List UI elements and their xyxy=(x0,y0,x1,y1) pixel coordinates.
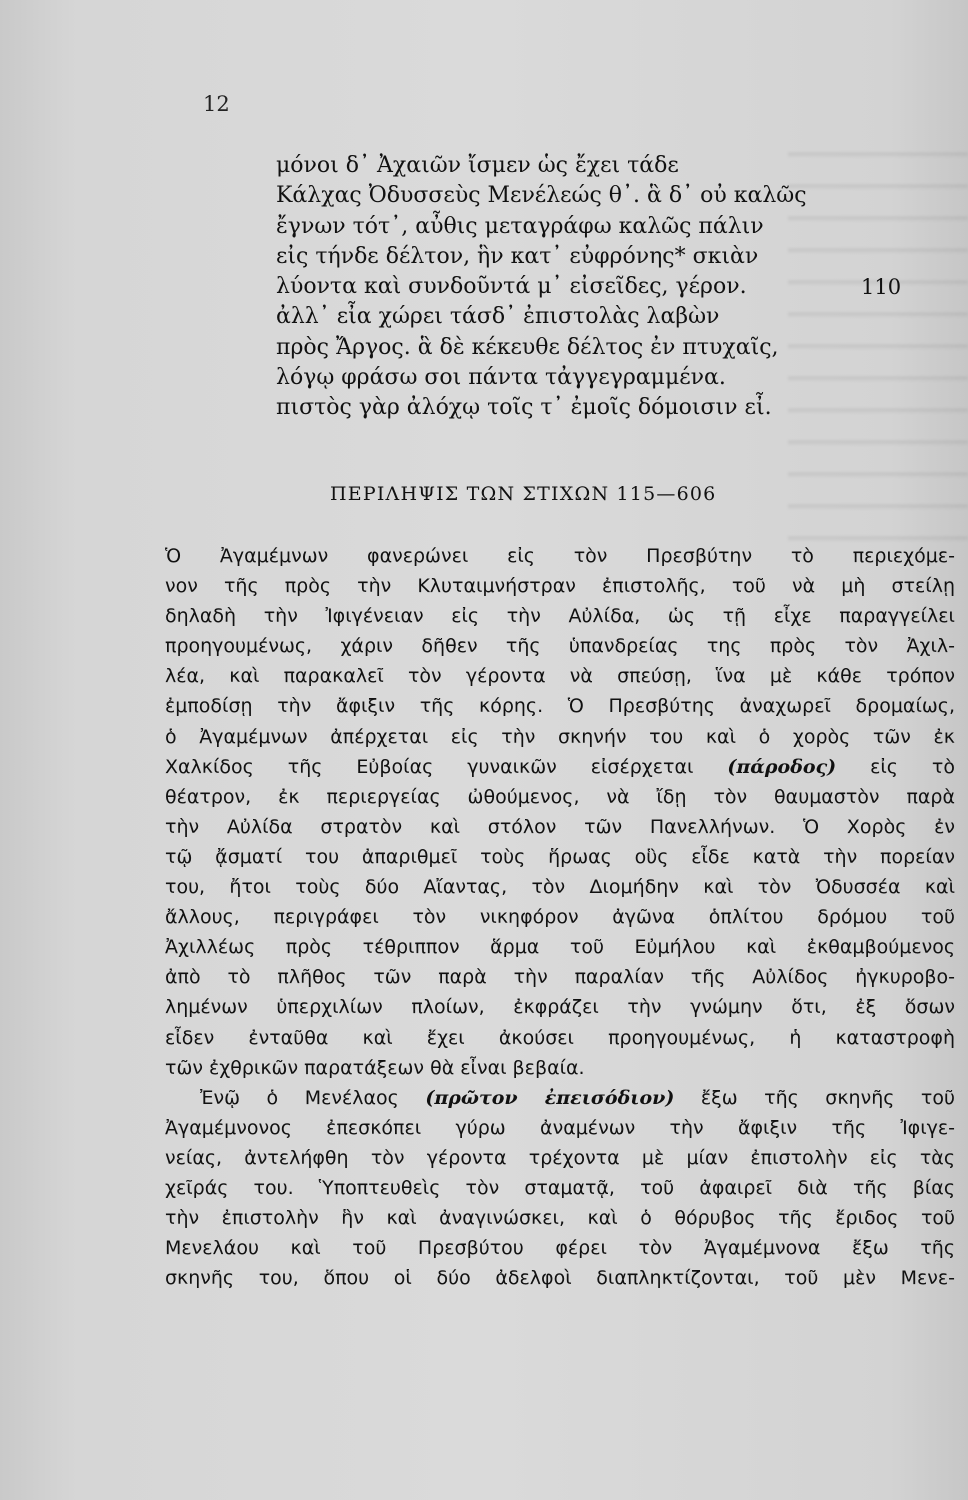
prose-text: χεῖράς του. Ὑποπτευθεὶς τὸν σταματᾷ, τοῦ ἀφαιρεῖ διὰ τῆς βίας xyxy=(165,1176,955,1199)
prose-text: τῶν ἐχθρικῶν παρατάξεων θὰ εἶναι βεβαία. xyxy=(165,1056,585,1079)
prose-line xyxy=(165,1083,955,1113)
prose-line xyxy=(165,992,955,1022)
prose-text: προηγουμένως, χάριν δῆθεν τῆς ὑπανδρείας της πρὸς τὸν Ἀχιλ- xyxy=(165,635,955,658)
prose-text: τὴν ἐπιστολὴν ἣν καὶ ἀναγινώσκει, καὶ ὁ θόρυβος τῆς ἔριδος τοῦ xyxy=(165,1207,955,1230)
prose-text: Χαλκίδος τῆς Εὐβοίας γυναικῶν εἰσέρχεται xyxy=(165,755,728,778)
prose-line xyxy=(165,872,955,902)
prose-line xyxy=(165,842,955,872)
prose-text: εἶδεν ἐνταῦθα καὶ ἔχει ἀκούσει προηγουμένως, ἡ καταστροφὴ xyxy=(165,1026,955,1049)
prose-text: ἐμποδίσῃ τὴν ἄφιξιν τῆς κόρης. Ὁ Πρεσβύτης ἀναχωρεῖ δρομαίως, xyxy=(165,695,955,718)
prose-line xyxy=(165,932,955,962)
prose-line xyxy=(165,661,955,691)
prose-text: λημένων ὑπερχιλίων πλοίων, ἐκφράζει τὴν γνώμην ὅτι, ἐξ ὅσων xyxy=(165,996,955,1019)
prose-line xyxy=(165,902,955,932)
prose-text: τῷ ᾄσματί του ἀπαριθμεῖ τοὺς ἥρωας οὓς εἶδε κατὰ τὴν πορείαν xyxy=(165,845,955,868)
verse-text: ἔγνων τότ᾽, αὖθις μεταγράφω καλῶς πάλιν xyxy=(276,213,764,239)
prose-text: ἀπὸ τὸ πλῆθος τῶν παρὰ τὴν παραλίαν τῆς Αὐλίδος ἠγκυροβο- xyxy=(165,966,955,989)
prose-line xyxy=(165,1053,955,1083)
prose-line xyxy=(165,571,955,601)
prose-text: λέα, καὶ παρακαλεῖ τὸν γέροντα νὰ σπεύσῃ, ἵνα μὲ κάθε τρόπον xyxy=(165,665,955,688)
prose-line xyxy=(165,601,955,631)
verse-line xyxy=(276,181,946,211)
verse-text: πιστὸς γὰρ ἀλόχῳ τοῖς τ᾽ ἐμοῖς δόμοισιν εἶ. xyxy=(276,395,772,421)
prose-text: εἰς τὸ xyxy=(836,755,955,778)
prose-text: τὴν Αὐλίδα στρατὸν καὶ στόλον τῶν Πανελλήνων. Ὁ Χορὸς ἐν xyxy=(165,815,955,838)
prose-line xyxy=(165,752,955,782)
prose-line xyxy=(165,1263,955,1293)
verse-text: πρὸς Ἄργος. ἃ δὲ κέκευθε δέλτος ἐν πτυχαῖς, xyxy=(276,334,779,360)
prose-line xyxy=(165,812,955,842)
prose-line xyxy=(165,691,955,721)
prose-text: ἔξω τῆς σκηνῆς τοῦ xyxy=(674,1086,955,1109)
prose-text: νείας, ἀντελήφθη τὸν γέροντα τρέχοντα μὲ μίαν ἐπιστολὴν εἰς τὰς xyxy=(165,1146,955,1169)
verse-line xyxy=(276,151,946,181)
verse-text: εἰς τήνδε δέλτον, ἣν κατ᾽ εὐφρόνης* σκιὰν xyxy=(276,243,759,269)
prose-text: Ἐνῷ ὁ Μενέλαος xyxy=(200,1086,426,1109)
verse-text: ἀλλ᾽ εἶα χώρει τάσδ᾽ ἐπιστολὰς λαβὼν xyxy=(276,304,720,330)
prose-text: Ἀχιλλέως πρὸς τέθριππον ἅρμα τοῦ Εὐμήλου καὶ ἐκθαμβούμενος xyxy=(165,936,955,959)
verse-text: μόνοι δ᾽ Ἀχαιῶν ἴσμεν ὡς ἔχει τάδε xyxy=(276,153,679,178)
verse-line xyxy=(276,363,946,393)
prose-line xyxy=(165,1113,955,1143)
prose-text: του, ἤτοι τοὺς δύο Αἴαντας, τὸν Διομήδην καὶ τὸν Ὀδυσσέα καὶ xyxy=(165,876,955,899)
prose-text: ὁ Ἀγαμέμνων ἀπέρχεται εἰς τὴν σκηνήν του καὶ ὁ χορὸς τῶν ἐκ xyxy=(165,725,955,748)
prose-text: σκηνῆς του, ὅπου οἱ δύο ἀδελφοὶ διαπληκτίζονται, τοῦ μὲν Μενε- xyxy=(165,1267,955,1290)
summary-prose xyxy=(165,541,955,1293)
prose-line xyxy=(165,1203,955,1233)
section-heading: ΠΕΡΙΛΗΨΙΣ ΤΩΝ ΣΤΙΧΩΝ 115—606 xyxy=(330,483,717,505)
verse-text: Κάλχας Ὀδυσσεὺς Μενέλεώς θ᾽. ἃ δ᾽ οὐ καλῶς xyxy=(276,183,807,209)
line-number: 110 xyxy=(861,275,902,300)
prose-line xyxy=(165,962,955,992)
prose-line xyxy=(165,722,955,752)
verse-line xyxy=(276,272,946,302)
verse-line xyxy=(276,212,946,242)
emphasized-term: (πρῶτον ἐπεισόδιον) xyxy=(425,1086,675,1109)
prose-line xyxy=(165,1023,955,1053)
prose-text: Ὁ Ἀγαμέμνων φανερώνει εἰς τὸν Πρεσβύτην τὸ περιεχόμε- xyxy=(165,545,955,567)
prose-text: ἄλλους, περιγράφει τὸν νικηφόρον ἀγῶνα ὁπλίτου δρόμου τοῦ xyxy=(165,906,955,929)
verse-text: λόγῳ φράσω σοι πάντα τἀγγεγραμμένα. xyxy=(276,365,726,391)
prose-line xyxy=(165,1233,955,1263)
verse-line xyxy=(276,393,946,423)
prose-line xyxy=(165,1143,955,1173)
prose-line xyxy=(165,541,955,571)
prose-text: Ἀγαμέμνονος ἐπεσκόπει γύρω ἀναμένων τὴν ἄφιξιν τῆς Ἰφιγε- xyxy=(165,1116,955,1139)
prose-line xyxy=(165,782,955,812)
prose-text: νον τῆς πρὸς τὴν Κλυταιμνήστραν ἐπιστολῆς, τοῦ νὰ μὴ στείλῃ xyxy=(165,575,955,598)
prose-text: Μενελάου καὶ τοῦ Πρεσβύτου φέρει τὸν Ἀγαμέμνονα ἔξω τῆς xyxy=(165,1237,955,1260)
verse-block xyxy=(276,151,946,424)
prose-line xyxy=(165,631,955,661)
prose-line xyxy=(165,1173,955,1203)
prose-text: θέατρον, ἐκ περιεργείας ὠθούμενος, νὰ ἴδῃ τὸν θαυμαστὸν παρὰ xyxy=(165,785,955,808)
emphasized-term: (πάροδος) xyxy=(727,755,837,778)
verse-line xyxy=(276,302,946,332)
page-number: 12 xyxy=(203,92,230,116)
verse-line xyxy=(276,242,946,272)
prose-text: δηλαδὴ τὴν Ἰφιγένειαν εἰς τὴν Αὐλίδα, ὡς τῇ εἶχε παραγγείλει xyxy=(165,605,955,628)
verse-line xyxy=(276,333,946,363)
verse-text: λύοντα καὶ συνδοῦντά μ᾽ εἰσεῖδες, γέρον. xyxy=(276,274,747,300)
